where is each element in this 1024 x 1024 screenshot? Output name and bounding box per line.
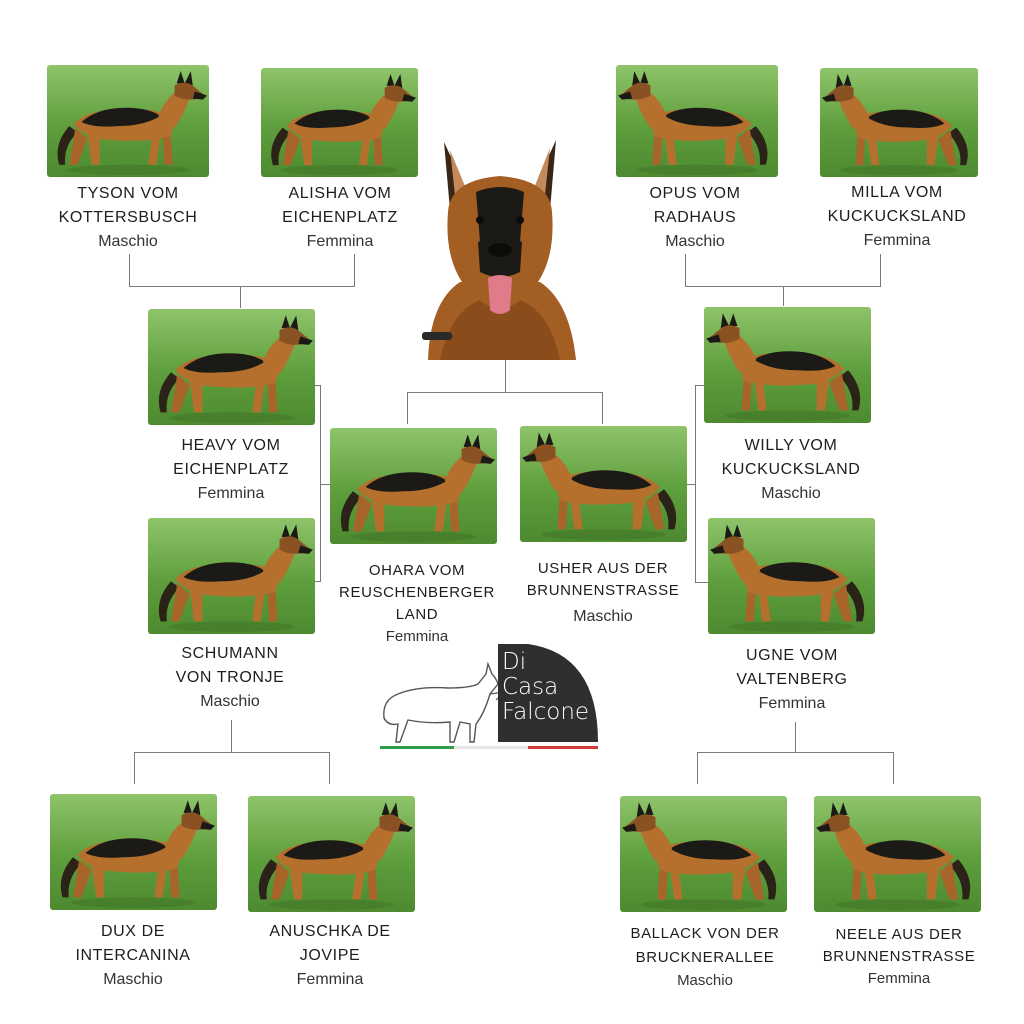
dog-sex: Femmina: [296, 971, 364, 988]
connector-right-mid-to-usher: [686, 484, 696, 485]
connector-alisha-down: [354, 254, 355, 286]
photo-neele: [814, 796, 981, 912]
photo-alisha: [261, 68, 418, 177]
dog-name-line1: BALLACK VON DER: [630, 925, 780, 942]
dog-name-line1: NEELE AUS DER: [835, 926, 963, 943]
connector-dux-up: [134, 752, 135, 784]
connector-opus-down: [685, 254, 686, 286]
dog-name-line1: MILLA VOM: [851, 184, 943, 201]
dog-name-line1: ALISHA VOM: [288, 185, 392, 202]
dog-sex: Femmina: [306, 233, 374, 250]
dog-name-line2: JOVIPE: [299, 947, 361, 964]
dog-icon: [50, 794, 217, 910]
dog-name-line1: OPUS VOM: [649, 185, 741, 202]
connector-top-left-stem: [240, 286, 241, 308]
dog-name-line2: BRUCKNERALLEE: [635, 949, 775, 966]
dog-sex: Femmina: [758, 695, 826, 712]
dog-sex: Maschio: [200, 693, 260, 710]
dog-name-line1: UGNE VOM: [746, 647, 838, 664]
connector-neele-up: [893, 752, 894, 784]
connector-right-mid-top: [695, 385, 704, 386]
dog-icon: [708, 518, 875, 634]
photo-usher: [520, 426, 687, 542]
photo-opus: [616, 65, 778, 177]
dog-icon: [620, 796, 787, 912]
dog-name-line2: VON TRONJE: [175, 669, 285, 686]
dog-icon: [261, 68, 418, 177]
connector-left-mid-top: [314, 385, 321, 386]
connector-tyson-down: [129, 254, 130, 286]
dog-sex: Maschio: [665, 233, 725, 250]
dog-sex: Femmina: [197, 485, 265, 502]
photo-milla: [820, 68, 978, 177]
dog-icon: [148, 309, 315, 425]
label-milla: [807, 181, 987, 253]
dog-icon: [814, 796, 981, 912]
dog-name-line2: KUCKUCKSLAND: [721, 461, 861, 478]
photo-dux: [50, 794, 217, 910]
dog-name-line3: LAND: [395, 606, 439, 623]
dog-name-line2: RADHAUS: [653, 209, 737, 226]
photo-schumann: [148, 518, 315, 634]
dog-sex: Maschio: [103, 971, 163, 988]
dog-sex: Femmina: [867, 970, 931, 987]
label-ohara: [322, 560, 512, 648]
connector-center-stem: [505, 360, 506, 392]
connector-top-left-bar: [129, 286, 355, 287]
connector-milla-down: [880, 254, 881, 286]
connector-left-mid-to-ohara: [320, 484, 330, 485]
dog-name-line1: SCHUMANN: [181, 645, 279, 662]
dog-name-line1: OHARA VOM: [368, 562, 466, 579]
label-willy: [701, 434, 881, 506]
dog-sex: Maschio: [761, 485, 821, 502]
dog-icon: [248, 796, 415, 912]
dog-sex: Maschio: [677, 972, 733, 989]
dog-sex: Maschio: [573, 608, 633, 625]
dog-name-line1: ANUSCHKA DE: [269, 923, 391, 940]
dog-name-line1: HEAVY VOM: [181, 437, 281, 454]
dog-name-line2: KOTTERSBUSCH: [58, 209, 198, 226]
dog-sex: Femmina: [863, 232, 931, 249]
photo-tyson: [47, 65, 209, 177]
dog-name-line2: BRUNNENSTRASSE: [822, 948, 976, 965]
connector-ballack-up: [697, 752, 698, 784]
label-usher: [512, 558, 694, 629]
photo-willy: [704, 307, 871, 423]
dog-name-line2: BRUNNENSTRASSE: [526, 582, 680, 599]
connector-top-right-stem: [783, 286, 784, 306]
connector-anuschka-up: [329, 752, 330, 784]
label-heavy: [141, 434, 321, 506]
dog-sex: Maschio: [98, 233, 158, 250]
photo-ugne: [708, 518, 875, 634]
label-ballack: [610, 922, 800, 992]
photo-ohara: [330, 428, 497, 544]
label-tyson: [38, 182, 218, 254]
logo-line-di: Di: [502, 649, 527, 675]
connector-center-bar: [407, 392, 603, 393]
dog-name-line1: USHER AUS DER: [537, 560, 669, 577]
dog-name-line1: WILLY VOM: [744, 437, 838, 454]
connector-bottom-left-bar: [134, 752, 330, 753]
label-neele: [806, 924, 992, 990]
dog-name-line2: VALTENBERG: [736, 671, 848, 688]
dog-name-line2: EICHENPLATZ: [282, 209, 398, 226]
connector-usher-up: [602, 392, 603, 424]
dog-name-line1: DUX DE: [100, 923, 166, 940]
photo-heavy: [148, 309, 315, 425]
label-dux: [43, 920, 223, 992]
dog-name-line2: INTERCANINA: [75, 947, 191, 964]
dog-icon: [47, 65, 209, 177]
center-dog-head-icon: [420, 132, 580, 360]
dog-icon: [820, 68, 978, 177]
connector-bottom-right-bar: [697, 752, 894, 753]
dog-icon: [616, 65, 778, 177]
dog-name-line2: REUSCHENBERGER: [339, 584, 495, 601]
logo-line-casa: Casa: [502, 674, 559, 700]
photo-ballack: [620, 796, 787, 912]
dog-icon: [330, 428, 497, 544]
center-dog-portrait: [420, 132, 580, 360]
connector-schumann-stem: [231, 720, 232, 752]
label-opus: [605, 182, 785, 254]
dog-sex: Femmina: [385, 628, 449, 645]
logo-di-casa-falcone: [378, 644, 600, 752]
connector-ugne-stem: [795, 722, 796, 752]
label-anuschka: [240, 920, 420, 992]
photo-anuschka: [248, 796, 415, 912]
label-schumann: [140, 642, 320, 714]
connector-left-mid-bottom: [314, 581, 321, 582]
dog-name-line2: KUCKUCKSLAND: [827, 208, 967, 225]
dog-icon: [520, 426, 687, 542]
label-alisha: [252, 182, 428, 254]
dog-name-line2: EICHENPLATZ: [173, 461, 289, 478]
dog-icon: [148, 518, 315, 634]
connector-right-mid-bottom: [695, 582, 708, 583]
label-ugne: [702, 644, 882, 716]
logo-text: [502, 650, 589, 725]
dog-icon: [704, 307, 871, 423]
connector-ohara-up: [407, 392, 408, 424]
logo-line-falcone: Falcone: [502, 699, 590, 725]
dog-name-line1: TYSON VOM: [77, 185, 179, 202]
